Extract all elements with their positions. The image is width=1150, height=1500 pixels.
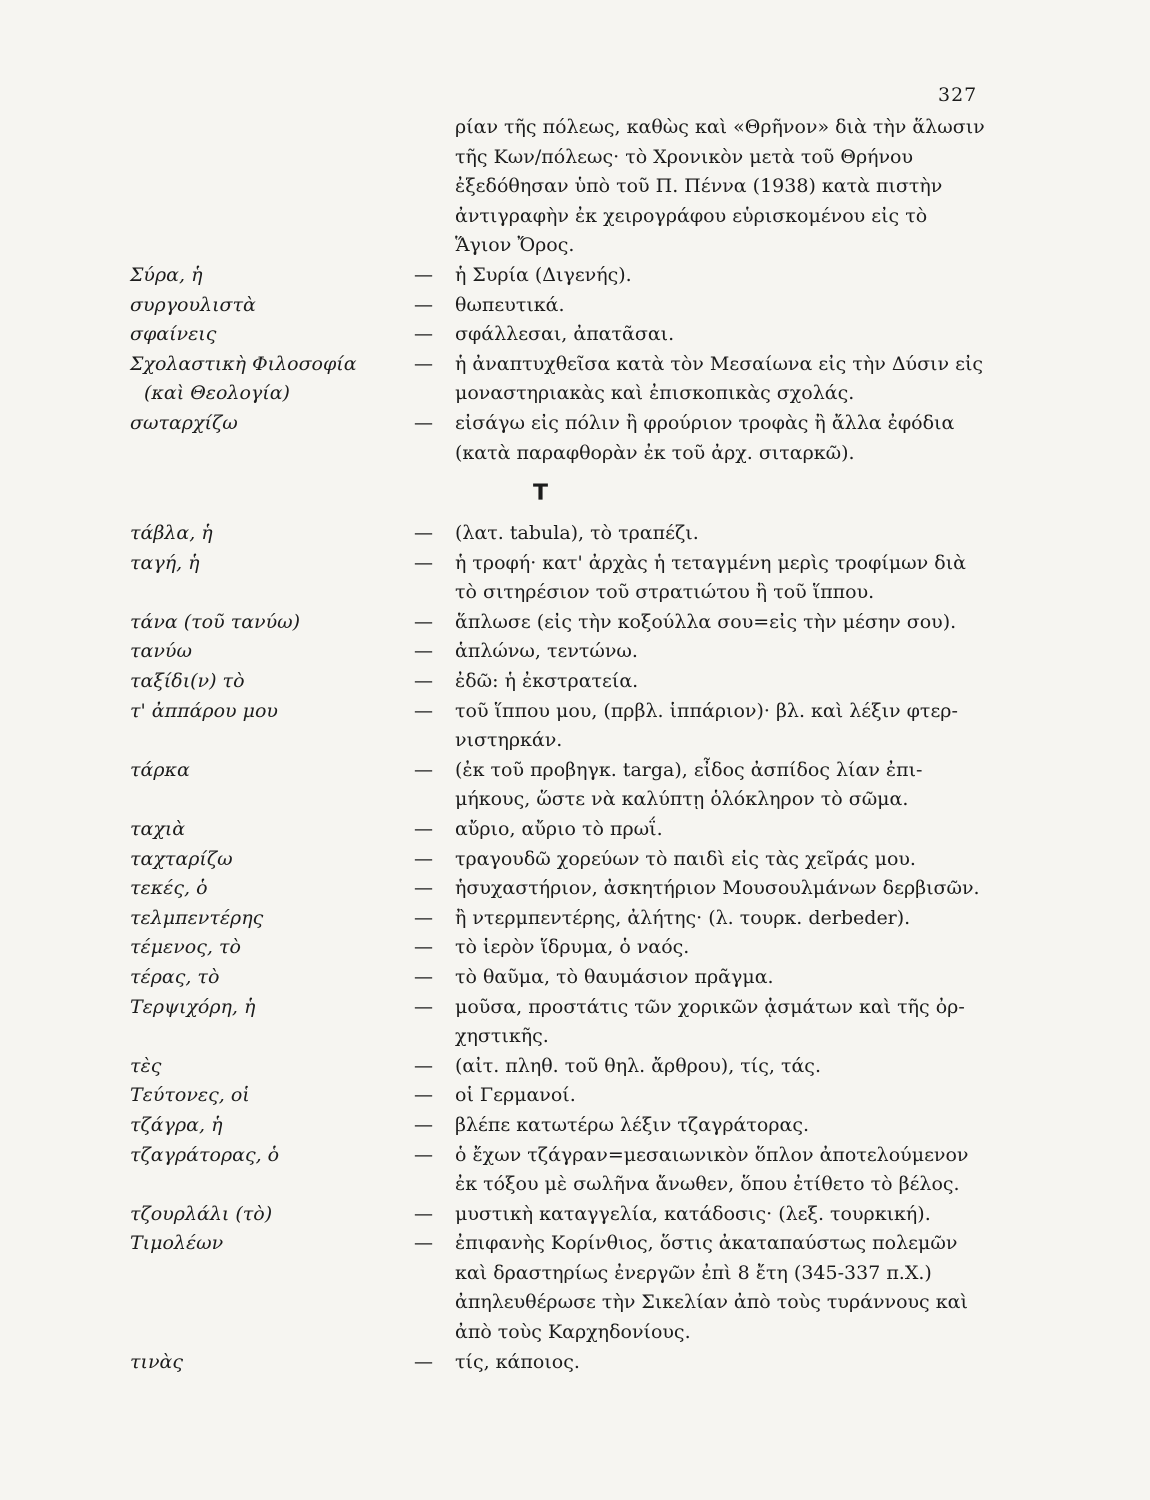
intro-line: ἀντιγραφὴν ἐκ χειρογράφου εὑρισκομένου εἰς τὸ <box>455 204 928 227</box>
entry-term <box>130 1229 223 1259</box>
entry-dash: — <box>414 264 433 286</box>
entry-definition-line: τίς, κάποιος. <box>455 1350 580 1373</box>
glossary-entry <box>0 993 1150 1048</box>
entry-term <box>130 350 357 409</box>
glossary-entry <box>0 904 1150 934</box>
entry-definition-line: μυστικὴ καταγγελία, κατάδοσις· (λεξ. τουρκική). <box>455 1202 931 1225</box>
entry-definition-line: νιστηρκάν. <box>455 729 563 752</box>
glossary-entry <box>0 1111 1150 1141</box>
glossary-entry <box>0 756 1150 811</box>
entry-term-line: Τεύτονες, οἱ <box>130 1084 250 1107</box>
entry-definition <box>455 667 1015 697</box>
entry-term <box>130 667 245 697</box>
glossary-entry <box>0 519 1150 549</box>
entry-definition <box>455 874 1015 904</box>
entry-dash: — <box>414 995 433 1018</box>
entry-definition-line: αὔριο, αὔριο τὸ πρωΐ. <box>455 818 663 840</box>
entry-definition-line: ἡ ἀναπτυχθεῖσα κατὰ τὸν Μεσαίωνα εἰς τὴν Δύσιν εἰς <box>455 352 984 375</box>
entry-dash: — <box>414 293 433 316</box>
entry-term <box>130 1200 272 1230</box>
entry-definition-line: ἡ τροφή· κατ' ἀρχὰς ἡ τεταγμένη μερὶς τροφίμων διὰ <box>455 551 966 574</box>
entry-term <box>130 519 213 549</box>
glossary-entry <box>0 291 1150 321</box>
entry-dash: — <box>414 551 433 574</box>
entry-dash: — <box>414 699 433 722</box>
glossary-entry <box>0 667 1150 697</box>
entry-definition-line: ἐκ τόξου μὲ σωλῆνα ἄνωθεν, ὅπου ἐτίθετο τὸ βέλος. <box>455 1173 960 1196</box>
entry-term-line: ταξίδι(ν) τὸ <box>130 670 245 692</box>
glossary-entry <box>0 1141 1150 1196</box>
glossary-entry <box>0 320 1150 350</box>
glossary-entry <box>0 697 1150 752</box>
entry-term <box>130 1052 161 1082</box>
entry-dash: — <box>414 412 433 434</box>
entry-term <box>130 874 208 904</box>
entry-dash: — <box>414 906 433 929</box>
entry-dash: — <box>414 610 433 633</box>
entry-definition <box>455 291 1015 321</box>
entry-dash: — <box>414 1084 433 1107</box>
entry-definition <box>455 697 1015 756</box>
entry-definition-line: (ἐκ τοῦ προβηγκ. targa), εἶδος ἀσπίδος λίαν ἐπι- <box>455 758 923 781</box>
entry-definition <box>455 933 1015 963</box>
glossary-entry <box>0 1200 1150 1230</box>
glossary-entry <box>0 815 1150 845</box>
entry-definition-line: θωπευτικά. <box>455 293 565 316</box>
entry-definition-line: μοῦσα, προστάτις τῶν χορικῶν ᾀσμάτων καὶ τῆς ὀρ- <box>455 995 965 1018</box>
glossary-entry <box>0 1348 1150 1378</box>
entry-definition <box>455 608 1015 638</box>
entry-dash: — <box>414 877 433 900</box>
glossary-entry <box>0 549 1150 604</box>
entry-definition-line: τὸ ἱερὸν ἵδρυμα, ὁ ναός. <box>455 936 690 959</box>
entry-term-line: ταγή, ἡ <box>130 551 200 574</box>
entry-definition-line: ἁπλώνω, τεντώνω. <box>455 640 638 663</box>
entry-term <box>130 1348 183 1378</box>
entry-dash: — <box>414 936 433 959</box>
entry-dash: — <box>414 818 433 840</box>
entry-definition-line: ἅπλωσε (εἰς τὴν κοξούλλα σου=εἰς τὴν μέσην σου). <box>455 610 957 633</box>
glossary-entry <box>0 608 1150 638</box>
entry-dash: — <box>414 758 433 781</box>
entry-term-line: τ' ἀππάρου μου <box>130 699 278 722</box>
intro-line: ἐξεδόθησαν ὑπὸ τοῦ Π. Πέννα (1938) κατὰ πιστὴν <box>455 175 943 197</box>
entry-term <box>130 320 216 350</box>
entry-term-line: ταχιὰ <box>130 818 186 840</box>
glossary-entry <box>0 963 1150 993</box>
entry-term <box>130 409 238 439</box>
entry-term <box>130 1111 222 1141</box>
entry-dash: — <box>414 670 433 692</box>
intro-paragraph <box>455 113 1015 261</box>
glossary-entry <box>0 1081 1150 1111</box>
entry-definition <box>455 350 1015 409</box>
entry-dash: — <box>414 1350 433 1373</box>
entry-term-line: τέμενος, τὸ <box>130 936 241 959</box>
entry-dash: — <box>414 966 433 988</box>
entry-term-line: τζαγράτορας, ὁ <box>130 1143 280 1166</box>
entry-definition <box>455 1348 1015 1378</box>
entry-term-line: τάνα (τοῦ τανύω) <box>130 610 301 633</box>
entry-definition <box>455 845 1015 875</box>
entry-term-line: Σύρα, ἡ <box>130 264 203 286</box>
entry-dash: — <box>414 352 433 375</box>
intro-line: τῆς Κων/πόλεως· τὸ Χρονικὸν μετὰ τοῦ Θρήνου <box>455 145 914 168</box>
entry-definition-line: ἡ Συρία (Διγενής). <box>455 264 632 286</box>
entry-term-line: τζουρλάλι (τὸ) <box>130 1202 273 1225</box>
glossary-entry <box>0 350 1150 405</box>
entry-term <box>130 815 185 845</box>
glossary-entry <box>0 874 1150 904</box>
entry-dash: — <box>414 1202 433 1225</box>
entry-term <box>130 261 202 291</box>
entry-term <box>130 1141 279 1171</box>
glossary-entry <box>0 637 1150 667</box>
intro-line: Ἅγιον Ὄρος. <box>455 234 575 256</box>
entry-term-line: Τερψιχόρη, ἡ <box>130 995 256 1018</box>
entry-term-line: (καὶ Θεολογία) <box>144 382 290 405</box>
entry-definition-line: καὶ δραστηρίως ἐνεργῶν ἐπὶ 8 ἔτη (345-337 π.Χ.) <box>455 1261 932 1284</box>
entry-term <box>130 756 190 786</box>
entry-definition-line: ἐπιφανὴς Κορίνθιος, ὅστις ἀκαταπαύστως πολεμῶν <box>455 1232 958 1255</box>
entry-definition-line: μήκους, ὥστε νὰ καλύπτῃ ὁλόκληρον τὸ σῶμα. <box>455 788 909 811</box>
entry-term-line: τάρκα <box>130 758 190 781</box>
entry-definition-line: τοῦ ἵππου μου, (πρβλ. ἱππάριον)· βλ. καὶ λέξιν φτερ- <box>455 699 958 722</box>
glossary-entry <box>0 261 1150 291</box>
entry-definition-line: οἱ Γερμανοί. <box>455 1084 576 1107</box>
entry-dash: — <box>414 1054 433 1077</box>
entry-term-line: τελμπεντέρης <box>130 906 264 929</box>
entry-term <box>130 637 192 667</box>
entry-term-line: τινὰς <box>130 1350 183 1373</box>
entry-dash: — <box>414 1232 433 1255</box>
entry-term <box>130 291 256 321</box>
entry-term <box>130 933 241 963</box>
entry-definition <box>455 409 1015 468</box>
entry-definition <box>455 1081 1015 1111</box>
entry-definition-line: ἢ ντερμπεντέρης, ἀλήτης· (λ. τουρκ. derbeder). <box>455 906 911 929</box>
entry-definition-line: (λατ. tabula), τὸ τραπέζι. <box>455 522 699 544</box>
entry-definition-line: ἐδῶ: ἡ ἐκστρατεία. <box>455 670 639 692</box>
entry-term-line: τανύω <box>130 640 192 663</box>
entry-definition-line: χηστικῆς. <box>455 1025 549 1048</box>
entry-definition <box>455 549 1015 608</box>
entry-definition <box>455 904 1015 934</box>
glossary-entry <box>0 1052 1150 1082</box>
entry-term <box>130 697 278 727</box>
entry-term-line: τάβλα, ἡ <box>130 522 213 544</box>
entry-dash: — <box>414 522 433 544</box>
entry-definition-line: ἡσυχαστήριον, ἀσκητήριον Μουσουλμάνων δερβισῶν. <box>455 877 980 900</box>
entry-definition-line: τὸ θαῦμα, τὸ θαυμάσιον πρᾶγμα. <box>455 966 774 988</box>
entry-definition <box>455 637 1015 667</box>
intro-line: ρίαν τῆς πόλεως, καθὼς καὶ «Θρῆνον» διὰ τὴν ἅλωσιν <box>455 116 985 138</box>
entry-term-line: τζάγρα, ἡ <box>130 1114 223 1136</box>
entry-term <box>130 1081 250 1111</box>
entry-definition <box>455 1111 1015 1141</box>
entry-term <box>130 608 300 638</box>
entry-definition-line: μοναστηριακὰς καὶ ἐπισκοπικὰς σχολάς. <box>455 382 855 405</box>
entry-term-line: Τιμολέων <box>130 1232 224 1255</box>
entry-dash: — <box>414 640 433 663</box>
entry-term <box>130 845 233 875</box>
entry-definition-line: εἰσάγω εἰς πόλιν ἢ φρούριον τροφὰς ἢ ἄλλα ἐφόδια <box>455 412 955 434</box>
entry-definition-line: τὸ σιτηρέσιον τοῦ στρατιώτου ἢ τοῦ ἵππου. <box>455 581 875 604</box>
glossary-entry <box>0 933 1150 963</box>
entry-term <box>130 963 219 993</box>
section-letter-heading: Τ <box>533 481 549 506</box>
entry-term-line: τέρας, τὸ <box>130 966 220 988</box>
entry-term-line: σφαίνεις <box>130 323 217 346</box>
entry-term-line: ταχταρίζω <box>130 847 233 870</box>
entry-definition <box>455 815 1015 845</box>
entry-definition-line: σφάλλεσαι, ἀπατᾶσαι. <box>455 323 675 346</box>
entry-term <box>130 904 263 934</box>
entry-dash: — <box>414 323 433 346</box>
entry-definition-line: (κατὰ παραφθορὰν ἐκ τοῦ ἀρχ. σιταρκῶ). <box>455 441 855 464</box>
entry-dash: — <box>414 847 433 870</box>
glossary-entry <box>0 1229 1150 1343</box>
entry-dash: — <box>414 1143 433 1166</box>
glossary-entry <box>0 845 1150 875</box>
entry-definition-line: βλέπε κατωτέρω λέξιν τζαγράτορας. <box>455 1114 810 1136</box>
entry-term-line: Σχολαστικὴ Φιλοσοφία <box>130 352 357 375</box>
entry-dash: — <box>414 1114 433 1136</box>
entry-definition-line: (αἰτ. πληθ. τοῦ θηλ. ἄρθρου), τίς, τάς. <box>455 1054 821 1077</box>
entry-definition-line: ἀπὸ τοὺς Καρχηδονίους. <box>455 1320 691 1343</box>
entry-definition <box>455 1200 1015 1230</box>
entry-term-line: τὲς <box>130 1054 162 1077</box>
entry-term <box>130 993 255 1023</box>
entry-definition <box>455 1141 1015 1200</box>
entry-definition <box>455 1052 1015 1082</box>
entry-definition-line: τραγουδῶ χορεύων τὸ παιδὶ εἰς τὰς χεῖράς μου. <box>455 847 916 870</box>
entry-definition <box>455 261 1015 291</box>
entry-definition-line: ὁ ἔχων τζάγραν=μεσαιωνικὸν ὅπλον ἀποτελούμενον <box>455 1143 969 1166</box>
entry-term-line: τεκές, ὁ <box>130 877 208 900</box>
entry-definition-line: ἀπηλευθέρωσε τὴν Σικελίαν ἀπὸ τοὺς τυράννους καὶ <box>455 1291 968 1314</box>
entry-definition <box>455 993 1015 1052</box>
entry-definition <box>455 963 1015 993</box>
entry-definition <box>455 756 1015 815</box>
entry-definition <box>455 1229 1015 1347</box>
entry-term-line: συργουλιστὰ <box>130 293 256 316</box>
page-number: 327 <box>938 84 978 106</box>
entry-definition <box>455 519 1015 549</box>
entry-term <box>130 549 200 579</box>
entry-definition <box>455 320 1015 350</box>
entry-term-line: σωταρχίζω <box>130 412 238 434</box>
glossary-entry <box>0 409 1150 464</box>
